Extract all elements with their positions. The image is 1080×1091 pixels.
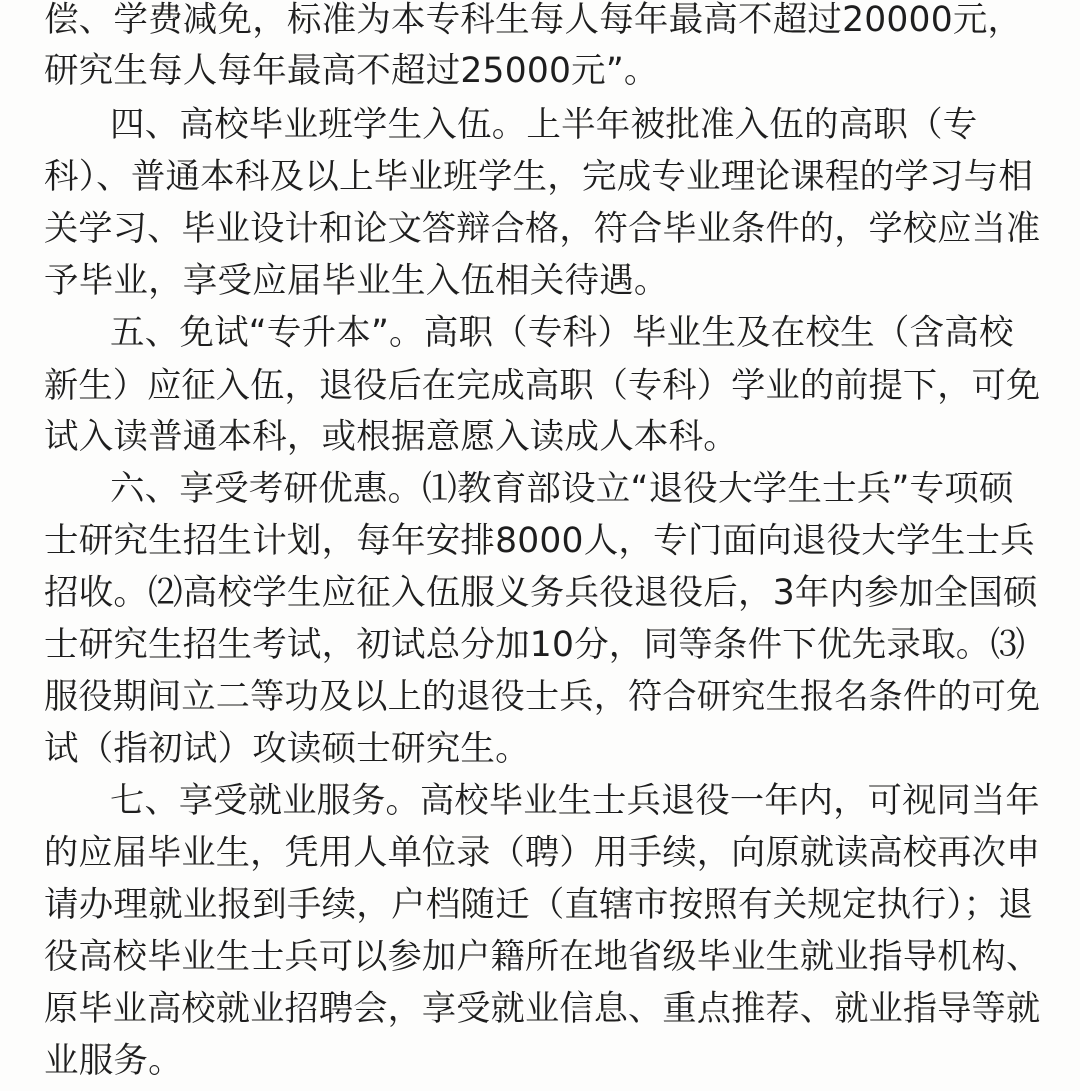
text-line: 服役期间立二等功及以上的退役士兵，符合研究生报名条件的可免 (44, 677, 1041, 717)
text-line: 关学习、毕业设计和论文答辩合格，符合毕业条件的，学校应当准 (44, 209, 1041, 249)
text-line: 偿、学费减免，标准为本专科生每人每年最高不超过20000元， (44, 0, 1023, 40)
section-heading-line: 六、享受考研优惠。⑴教育部设立“退役大学生士兵”专项硕 (110, 469, 1014, 509)
text-line: 试（指初试）攻读硕士研究生。 (44, 729, 530, 769)
text-line: 予毕业，享受应届毕业生入伍相关待遇。 (44, 261, 669, 301)
section-heading-line: 四、高校毕业班学生入伍。上半年被批准入伍的高职（专 (110, 105, 978, 145)
text-line: 士研究生招生计划，每年安排8000人，专门面向退役大学生士兵 (44, 521, 1035, 561)
text-line: 役高校毕业生士兵可以参加户籍所在地省级毕业生就业指导机构、 (44, 937, 1041, 977)
section-heading-line: 五、免试“专升本”。高职（专科）毕业生及在校生（含高校 (110, 313, 1014, 353)
section-heading-line: 七、享受就业服务。高校毕业生士兵退役一年内，可视同当年 (110, 781, 1040, 821)
text-line: 士研究生招生考试，初试总分加10分，同等条件下优先录取。⑶ (44, 625, 1026, 665)
text-line: 招收。⑵高校学生应征入伍服义务兵役退役后，3年内参加全国硕 (44, 573, 1038, 613)
text-line: 业服务。 (44, 1041, 183, 1081)
text-line: 研究生每人每年最高不超过25000元”。 (44, 51, 659, 91)
text-line: 原毕业高校就业招聘会，享受就业信息、重点推荐、就业指导等就 (44, 989, 1041, 1029)
text-line: 科）、普通本科及以上毕业班学生，完成专业理论课程的学习与相 (44, 157, 1034, 197)
text-line: 请办理就业报到手续，户档随迁（直辖市按照有关规定执行）；退 (44, 885, 1034, 925)
text-line: 试入读普通本科，或根据意愿入读成人本科。 (44, 417, 738, 457)
text-line: 的应届毕业生，凭用人单位录（聘）用手续，向原就读高校再次申 (44, 833, 1041, 873)
text-line: 新生）应征入伍，退役后在完成高职（专科）学业的前提下，可免 (44, 366, 1041, 406)
